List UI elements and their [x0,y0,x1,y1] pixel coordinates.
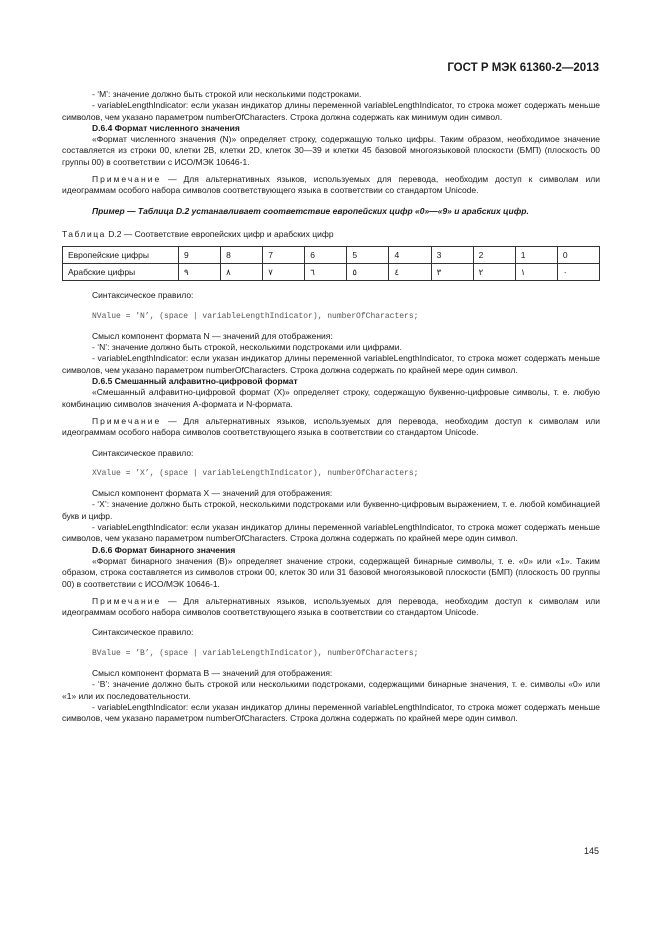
paragraph: - ‘B’: значение должно быть строкой или несколькими подстроками, содержащими бинарные значения, т. е. символы «0» или «1» или их последовательности. [62,679,600,701]
paragraph: - variableLengthIndicator: если указан индикатор длины переменной variableLengthIndicator, то строка может содержать меньше символов, чем указано параметром numberOfCharacters. Строка должна содержать по крайней мере один символ. [62,522,600,544]
digits-table [62,246,600,281]
table-cell: ٦ [305,264,347,281]
section-heading-d66: D.6.6 Формат бинарного значения [92,544,236,555]
section-heading-d65: D.6.5 Смешанный алфавитно-цифровой формат [92,376,298,387]
table-cell: 0 [557,247,599,264]
note [62,416,600,439]
table-row-label: Европейские цифры [63,247,179,264]
paragraph: Смысл компонент формата B — значений для отображения: [92,667,333,678]
example: Пример — Таблица D.2 устанавливает соответствие европейских цифр «0»—«9» и арабских цифр. [92,205,529,216]
paragraph: - ‘N’: значение должно быть строкой, несколькими подстроками или цифрами. [92,342,402,353]
paragraph: Синтаксическое правило: [92,447,194,458]
table-cell: 1 [515,247,557,264]
document-header: ГОСТ Р МЭК 61360-2—2013 [447,62,599,74]
paragraph: - ‘M’: значение должно быть строкой или несколькими подстроками. [92,89,362,99]
paragraph: Синтаксическое правило: [92,627,194,638]
table-cell: ٨ [221,264,263,281]
table-cell: ٥ [347,264,389,281]
note-label: Примечание [92,415,162,426]
table-caption-text: D.2 — Соответствие европейских цифр и арабских цифр [105,228,334,239]
page-number: 145 [583,846,599,856]
note [62,596,600,619]
paragraph: Синтаксическое правило: [92,290,194,301]
syntax-rule-code: NValue = ’N’, (space | variableLengthIndicator), numberOfCharacters; [92,311,419,321]
table-cell: 8 [221,247,263,264]
table-cell: ٠ [557,264,599,281]
table-row-label: Арабские цифры [63,264,179,281]
paragraph: - variableLengthIndicator: если указан индикатор длины переменной variableLengthIndicator, то строка может содержать меньше символов, чем указано параметром numberOfCharacters. Строка должна содержать по крайней мере один символ. [62,701,600,724]
table-cell: ١ [515,264,557,281]
paragraph: - variableLengthIndicator: если указан индикатор длины переменной variableLengthIndicator, то строка может содержать меньше символов, чем указано параметром numberOfCharacters. Строка должна содержать как минимум один символ. [62,100,600,122]
table-cell: 6 [305,247,347,264]
syntax-rule-code: XValue = ’X’, (space | variableLengthIndicator), numberOfCharacters; [92,468,419,478]
table-row [63,264,600,281]
table-cell: ٤ [389,264,431,281]
table-cell: 9 [179,247,221,264]
table-cell: ٢ [473,264,515,281]
table-cell: 4 [389,247,431,264]
note-label: Примечание [92,174,162,185]
table-cell: ٧ [263,264,305,281]
table-cell: 2 [473,247,515,264]
syntax-rule-code: BValue = ’B’, (space | variableLengthIndicator), numberOfCharacters; [92,648,419,658]
note-label: Примечание [92,595,162,606]
note-text: — Для альтернативных языков, используемых для перевода, необходим доступ к символам или идеограммам особого набора символов соответствующего языка в соответствии со стандартом Unicode. [62,595,600,618]
paragraph: «Формат бинарного значения (B)» определяет значение строки, содержащей бинарные символы, т. е. «0» или «1». Таким образом, строка составляется из символов строки 00, клеток 30 или 31 базовой многоязыковой плоскости (БМП) (плоскость 00 группы 00) в соответствии с ИСО/МЭК 10646-1. [62,555,600,589]
table-label: Таблица [62,228,106,239]
note-text: — Для альтернативных языков, используемых для перевода, необходим доступ к символам или идеограммам особого набора символов соответствующего языка в соответствии со стандартом Unicode. [62,174,600,196]
paragraph: «Формат численного значения (N)» определяет строку, содержащую только цифры. Таким образом, необходимое значение составляется из строки 00, клетки 2B, клетки 2D, клеток 30—39 и клетки 45 базовой многоязыковой плоскости (БМП) (плоскость 00 группы 00) в соответствии с ИСО/МЭК 10646-1. [62,134,600,167]
note [62,174,600,197]
table-cell: 7 [263,247,305,264]
page-body [62,89,600,724]
table-row [63,247,600,264]
table-cell: 5 [347,247,389,264]
note-text: — Для альтернативных языков, используемых для перевода, необходим доступ к символам или идеограммам особого набора символов соответствующего языка в соответствии со стандартом Unicode. [62,415,600,438]
paragraph: Смысл компонент формата N — значений для отображения: [92,330,333,341]
paragraph: «Смешанный алфавитно-цифровой формат (X)» определяет строку, содержащую буквенно-цифровые символы, т. е. любую комбинацию символов значения A-формата и N-формата. [62,387,600,409]
section-heading-d64: D.6.4 Формат численного значения [92,122,240,133]
paragraph: - variableLengthIndicator: если указан индикатор длины переменной variableLengthIndicator, то строка может содержать меньше символов, чем указано параметром numberOfCharacters. Строка должна содержать по крайней мере один символ. [62,353,600,375]
table-cell: 3 [431,247,473,264]
paragraph: - ‘X’: значение должно быть строкой, несколькими подстроками или буквенно-цифровым выражением, т. е. любой комбинацией букв и цифр. [62,499,600,521]
paragraph: Смысл компонент формата X — значений для отображения: [92,488,333,499]
table-cell: ٩ [179,264,221,281]
table-cell: ٣ [431,264,473,281]
table-caption [62,229,600,240]
